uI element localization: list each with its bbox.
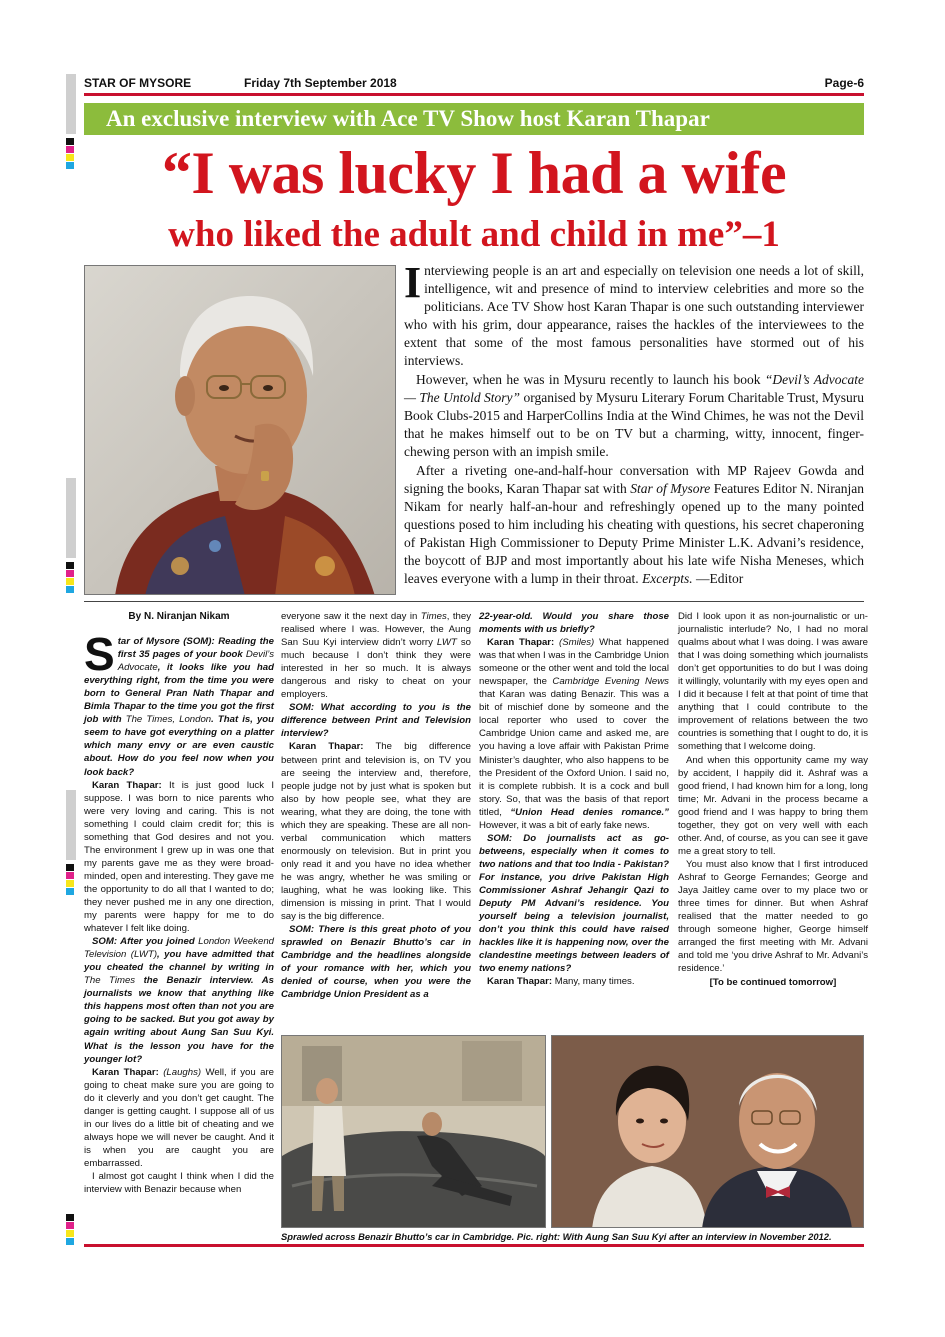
intro-paragraph: However, when he was in Mysuru recently to launch his book “Devil’s Advocate — The Untold Story” organised by Mysuru Literary Forum Charitable Trust, Mysuru Book Clubs-2015 and HarperCollins India at the Wind Chimes, he was not the Devil that he makes himself out to be on TV but a charming, witty, innocent, finger-chewing person with an impish smile.	[404, 372, 865, 459]
masthead	[84, 74, 864, 94]
photo-caption: Sprawled across Benazir Bhutto’s car in Cambridge. Pic. right: With Aung San Suu Kyi after an interview in November 2012.	[281, 1231, 832, 1242]
answer: Karan Thapar: (Laughs) Well, if you are going to cheat make sure you are going to do it cleverly and you don’t get caught. The danger is getting caught. I suppose all of us in our lives do a little bit of cheating and we always hope we will never be caught. And it is when you are caught you are embarrassed.	[84, 1066, 274, 1169]
portrait-illustration	[85, 266, 396, 595]
headline-line-2: who liked the adult and child in me”–1	[168, 214, 780, 255]
benazir-car-photo	[281, 1035, 546, 1228]
intro-dropcap: I	[404, 258, 422, 307]
registration-swatch	[66, 162, 74, 169]
answer: I almost got caught I think when I did the interview with Benazir because when	[84, 1170, 274, 1196]
article-column-2	[281, 610, 471, 1001]
answer: everyone saw it the next day in Times, they realised where I was. However, the Aung San Suu Kyi interview didn’t worry LWT so much because I don’t think they were interested in her so much. It is always dangerous and risky to cheat on your employers.	[281, 611, 472, 701]
suu-kyi-photo-illustration	[552, 1036, 864, 1228]
registration-swatch	[66, 138, 74, 145]
byline: By N. Niranjan Nikam	[128, 611, 230, 622]
registration-swatch	[66, 864, 74, 871]
answer: Karan Thapar: The big difference between print and television is, on TV you are seeing the interview and, therefore, people judge not by just what is spoken but also by how people see, what they are wearing, what they are doing, the tone with which they are speaking. These are all non-verbal communication which matters enormously on television. But in print you only read it and you have no idea whether he was angry, whether he was smiling or laughing, what he was looking like. This dimension is missing in print. That I would say is the big difference.	[281, 741, 471, 923]
question: SOM: What according to you is the difference between Print and Television interview?	[281, 702, 471, 740]
article-dropcap: S	[84, 628, 115, 681]
top-rule	[84, 93, 864, 96]
article-column-3	[479, 610, 669, 988]
article-column-4	[678, 610, 868, 989]
question: SOM: Do journalists act as go-betweens, especially when it comes to two nations and that too India - Pakistan? For instance, you drive Pakistan High Commissioner Ashraf Jehangir Qazi to Deputy PM Advani’s residence. You yourself being a television journalist, don’t you think this could have raised hackles like it is happening now, over the clandestine meetings between leaders of two enemy nations?	[479, 832, 669, 975]
article-column-1	[84, 610, 274, 1196]
answer: Did I look upon it as non-journalistic or un-journalistic interlude? No, I had no moral qualms about what I was doing. I was aware that I was doing something which journalists don’t get opportunities to do but I was doing it willingly, voluntarily with my eyes open and I did it because I felt at that point of time that anything that I could contribute to the improvement of relations between the two countries is something that I ought to do, it is something that I welcome doing.	[678, 611, 868, 753]
registration-swatch	[66, 570, 74, 577]
registration-swatch	[66, 1222, 74, 1229]
answer: And when this opportunity came my way by accident, I happily did it. Ashraf was a good friend, I had known him for a long, long time; Mr. Advani in the process became a good friend and I was happy to bring them together, they got on very well with each other. And, of course, as you can see it gave me a great story to tell.	[678, 754, 868, 857]
bottom-rule	[84, 1244, 864, 1247]
registration-swatch	[66, 586, 74, 593]
registration-swatch	[66, 146, 74, 153]
question: Star of Mysore (SOM): Reading the first 35 pages of your book Devil’s Advocate, it looks like you had everything right, from the time you were born to General Pran Nath Thapar and Bimla Thapar to the time you got the first job with The Times, London. That is, you seem to have got everything on a platter which many envy or are even caustic about. How do you feel now when you look back?	[84, 628, 275, 778]
registration-bar	[66, 74, 76, 134]
registration-swatch	[66, 1214, 74, 1221]
question: SOM: After you joined London Weekend Television (LWT), you have admitted that you cheated the channel by writing in The Times the Benazir interview. As journalists we know that anything like this happens most often than not you are going to be sacked. But you got away by again writing about Aung San Suu Kyi. What is the lesson you have for the younger lot?	[84, 936, 275, 1065]
paper-name: STAR OF MYSORE	[84, 76, 192, 90]
registration-swatch	[66, 888, 74, 895]
page-number: Page-6	[824, 76, 864, 90]
answer: Karan Thapar: Many, many times.	[487, 976, 635, 988]
registration-swatch	[66, 154, 74, 161]
intro-paragraph: After a riveting one-and-half-hour conversation with MP Rajeev Gowda and signing the books, Karan Thapar sat with Star of Mysore Features Editor N. Niranjan Nikam for nearly half-an-hour and refreshingly opened up to the many pointed questions posed to him including his cheating with questions, his secret chaperoning of Pakistan High Commissioner to Deputy Prime Minister L.K. Advani’s residence, the boycott of BJP and most importantly about his late wife Nisha Meneses, which leaves everyone with a lump in their throat. Excerpts. —Editor	[404, 463, 864, 586]
registration-swatch	[66, 880, 74, 887]
section-band: An exclusive interview with Ace TV Show host Karan Thapar	[84, 103, 864, 135]
portrait-photo	[84, 265, 396, 595]
registration-swatch	[66, 562, 74, 569]
headline-line-1: “I was lucky I had a wife	[161, 140, 787, 206]
intro-text	[404, 258, 865, 589]
registration-swatch	[66, 578, 74, 585]
car-photo-illustration	[282, 1036, 546, 1228]
section-divider	[84, 601, 864, 602]
registration-swatch	[66, 872, 74, 879]
intro-paragraph: Interviewing people is an art and especially on television one needs a lot of skill, intelligence, wit and presence of mind to interview celebrities and more so the politicians. Ace TV Show host Karan Thapar is one such outstanding interviewer who with his grim, dour appearance, raises the hackles of the interviewees to the extent that some of the most famous personalities have stormed out of his interviews.	[404, 258, 864, 368]
suu-kyi-photo	[551, 1035, 864, 1228]
registration-swatch	[66, 1230, 74, 1237]
registration-bar	[66, 790, 76, 860]
continued-note: [To be continued tomorrow]	[709, 977, 837, 989]
question: 22-year-old. Would you share those moments with us briefly?	[479, 611, 669, 636]
answer: Karan Thapar: (Smiles) What happened was that when I was in the Cambridge Union someone or the other went and told the local newspaper, the Cambridge Evening News that Karan was dating Benazir. This was a bit of mischief done by someone and the local reporter who used to cover the Cambridge Union came and asked me, are you having a love affair with Pakistan Prime Minister’s daughter, who also happens to be the President of the Oxford Union. I said no, it is complete rubbish. It is a cock and bull story. So, that was the basis of that report titled, “Union Head denies romance.” However, it was a bit of early fake news.	[479, 637, 669, 831]
registration-swatch	[66, 1238, 74, 1245]
answer: You must also know that I first introduced Ashraf to George Fernandes; George and Jaya Jaitley came over to my place two or three times for dinner. But when Ashraf realised that the matter needed to go through someone higher, George himself arranged the first meeting with Mr. Advani and told me ‘you drive Ashraf to Mr. Advani’s residence.’	[678, 858, 868, 975]
issue-date: Friday 7th September 2018	[244, 76, 397, 90]
answer: Karan Thapar: It is just good luck I suppose. I was born to nice parents who were very loving and caring. This is not something I could claim credit for; this is something that God desires and not you. The environment I grew up in was one that my parents gave me as they were broad-minded, open and interesting. They gave me the opportunity to do all that I wanted to do; they never pushed me in any one direction, my parents were happy for me to do whatever I felt like doing.	[84, 779, 274, 935]
registration-bar	[66, 478, 76, 558]
question: SOM: There is this great photo of you sprawled on Benazir Bhutto’s car in Cambridge and the headlines alongside of your romance with her, which you denied of course, when you were the Cambridge Union President as a	[281, 924, 471, 1001]
